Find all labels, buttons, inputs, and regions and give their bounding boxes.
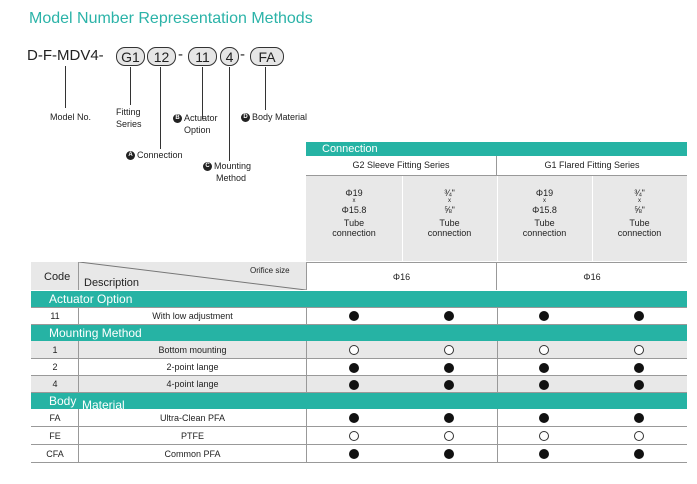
divider — [306, 341, 307, 393]
divider — [306, 307, 307, 325]
chip-mounting-method: 4 — [220, 47, 239, 66]
divider — [78, 409, 79, 463]
row-description: Bottom mounting — [158, 345, 227, 355]
label-mounting-method: C Mounting Method — [203, 160, 251, 184]
chip-fitting-series: G1 — [116, 47, 145, 66]
connection-header: Connection — [306, 142, 687, 156]
filled-circle-icon — [539, 311, 549, 321]
dash-separator: - — [178, 46, 183, 63]
description-label: Description — [84, 277, 140, 289]
filled-circle-icon — [444, 311, 454, 321]
orifice-value-g2: Φ16 — [306, 262, 497, 290]
code-label: Code — [44, 271, 71, 283]
row-code: FA — [49, 413, 61, 423]
open-circle-icon — [539, 431, 549, 441]
badge-a-icon: A — [126, 151, 135, 160]
row-description: 4-point lange — [166, 379, 219, 389]
filled-circle-icon — [634, 363, 644, 373]
filled-circle-icon — [539, 380, 549, 390]
label-model-no: Model No. — [50, 112, 92, 122]
section-mounting-method: Mounting Method — [31, 325, 687, 341]
callout-line — [265, 67, 266, 110]
column-header-1: Φ19 x Φ15.8 Tube connection — [332, 188, 376, 238]
open-circle-icon — [634, 345, 644, 355]
label-fitting-series: Fitting Series — [116, 107, 142, 129]
filled-circle-icon — [634, 413, 644, 423]
callout-line — [160, 67, 161, 149]
chip-connection: 12 — [147, 47, 176, 66]
divider — [78, 307, 79, 325]
open-circle-icon — [444, 431, 454, 441]
open-circle-icon — [349, 345, 359, 355]
row-description: 2-point lange — [166, 362, 219, 372]
table-row — [31, 445, 687, 463]
filled-circle-icon — [444, 380, 454, 390]
row-code: 11 — [50, 311, 60, 321]
callout-line — [130, 67, 131, 105]
filled-circle-icon — [634, 311, 644, 321]
table-row — [31, 427, 687, 445]
table-row — [31, 307, 687, 325]
divider — [31, 324, 687, 325]
label-body-material: D Body Material — [241, 111, 307, 123]
section-actuator-option: Actuator Option — [31, 291, 687, 307]
row-code: 4 — [52, 379, 58, 389]
table-row — [31, 341, 687, 359]
row-description: Ultra-Clean PFA — [159, 413, 226, 423]
open-circle-icon — [444, 345, 454, 355]
divider — [497, 409, 498, 463]
filled-circle-icon — [539, 449, 549, 459]
open-circle-icon — [634, 431, 644, 441]
row-code: 2 — [52, 362, 58, 372]
filled-circle-icon — [349, 413, 359, 423]
row-code: FE — [49, 431, 61, 441]
divider — [497, 307, 498, 325]
section-body-material — [31, 393, 687, 409]
filled-circle-icon — [634, 380, 644, 390]
callout-line — [229, 67, 230, 161]
divider — [306, 409, 307, 463]
page-title: Model Number Representation Methods — [29, 10, 313, 27]
column-header-4: ¾" x ⅝" Tube connection — [617, 188, 662, 238]
badge-b-icon: B — [173, 114, 182, 123]
series-header-g1: G1 Flared Fitting Series — [544, 160, 640, 170]
divider — [31, 375, 687, 376]
filled-circle-icon — [539, 363, 549, 373]
table-row — [31, 409, 687, 427]
row-description: Common PFA — [164, 449, 221, 459]
label-actuator-option: B Actuator Option — [173, 112, 218, 136]
filled-circle-icon — [444, 363, 454, 373]
open-circle-icon — [349, 431, 359, 441]
filled-circle-icon — [634, 449, 644, 459]
table-row — [31, 376, 687, 393]
column-header-2: ¾" x ⅝" Tube connection — [427, 188, 472, 238]
chip-body-material: FA — [250, 47, 284, 66]
divider — [78, 341, 79, 393]
badge-c-icon: C — [203, 162, 212, 171]
filled-circle-icon — [349, 363, 359, 373]
divider — [31, 358, 687, 359]
callout-line — [65, 66, 66, 108]
chip-actuator-option: 11 — [188, 47, 217, 66]
orifice-label: Orifice size — [250, 266, 290, 275]
label-connection: A Connection — [126, 149, 183, 161]
open-circle-icon — [539, 345, 549, 355]
divider — [31, 444, 687, 445]
section-material-title: Material — [82, 398, 125, 412]
row-description: With low adjustment — [152, 311, 233, 321]
row-code: CFA — [46, 449, 64, 459]
row-code: 1 — [52, 345, 58, 355]
series-header-g2: G2 Sleeve Fitting Series — [306, 156, 497, 175]
filled-circle-icon — [349, 449, 359, 459]
divider — [31, 462, 687, 463]
dash-separator: - — [240, 46, 245, 63]
divider — [31, 392, 687, 393]
orifice-value-g1: Φ16 — [497, 262, 687, 290]
section-body-title: Body — [49, 394, 77, 408]
divider — [497, 341, 498, 393]
filled-circle-icon — [349, 380, 359, 390]
column-header-3: Φ19 x Φ15.8 Tube connection — [522, 188, 567, 238]
table-row — [31, 359, 687, 376]
filled-circle-icon — [539, 413, 549, 423]
filled-circle-icon — [349, 311, 359, 321]
divider — [31, 426, 687, 427]
divider — [31, 307, 687, 308]
filled-circle-icon — [444, 413, 454, 423]
model-prefix: D-F-MDV4- — [27, 47, 104, 64]
badge-d-icon: D — [241, 113, 250, 122]
row-description: PTFE — [180, 431, 204, 441]
filled-circle-icon — [444, 449, 454, 459]
